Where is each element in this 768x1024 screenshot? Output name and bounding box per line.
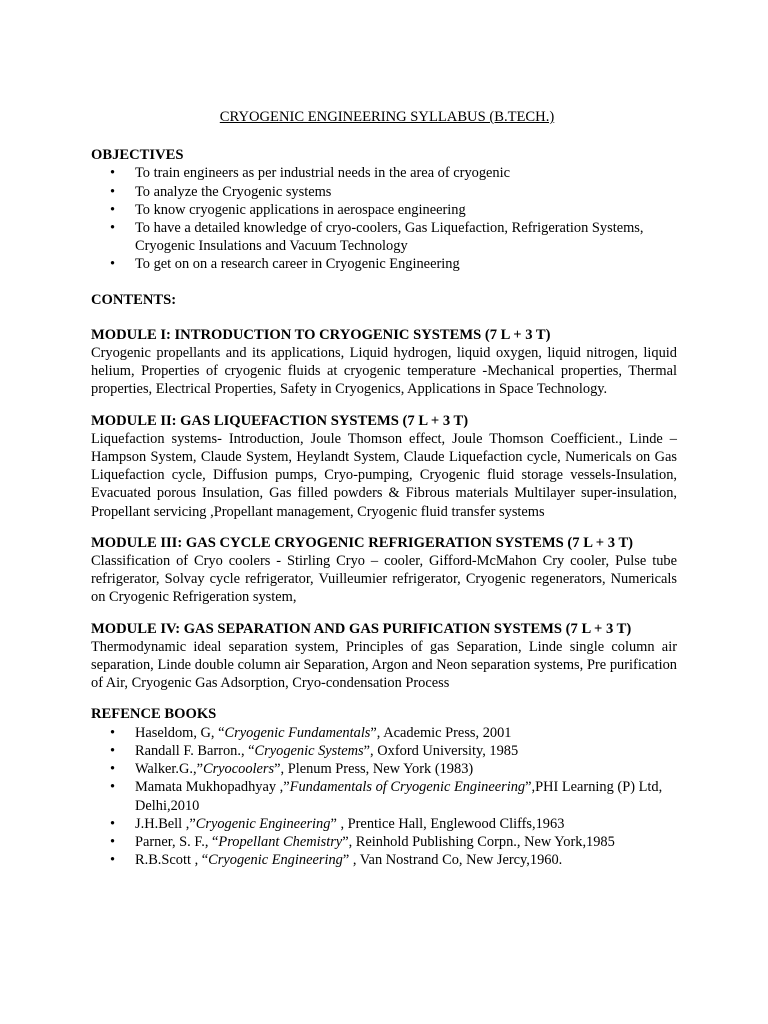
reference-item	[135, 742, 677, 760]
reference-book-title: Cryogenic Engineering	[208, 852, 343, 869]
reference-suffix: ”, Plenum Press, New York (1983)	[274, 761, 474, 778]
module-4-body: Thermodynamic ideal separation system, Principles of gas Separation, Linde single column air separation, Linde double column air Separation, Argon and Neon separation systems, Pre purification of Air, Cryogenic Gas Adsorption, Cryo-condensation Process	[91, 638, 677, 692]
reference-item	[135, 760, 677, 778]
reference-item	[135, 815, 677, 833]
document-title: CRYOGENIC ENGINEERING SYLLABUS (B.TECH.)	[219, 109, 555, 125]
objective-item: • To have a detailed knowledge of cryo-coolers, Gas Liquefaction, Refrigeration Systems, Cryogenic Insulations and Vacuum Technology	[135, 219, 677, 255]
reference-prefix: R.B.Scott , “	[135, 852, 209, 869]
module-2-heading: MODULE II: GAS LIQUEFACTION SYSTEMS (7 L + 3 T)	[91, 412, 469, 429]
module-1-heading: MODULE I: INTRODUCTION TO CRYOGENIC SYSTEMS (7 L + 3 T)	[91, 326, 551, 343]
reference-prefix: J.H.Bell ,”	[135, 815, 196, 832]
objective-item: • To train engineers as per industrial needs in the area of cryogenic	[135, 164, 677, 182]
reference-prefix: Mamata Mukhopadhyay ,”	[135, 779, 290, 796]
module-2-body: Liquefaction systems- Introduction, Joule Thomson effect, Joule Thomson Coefficient., Linde – Hampson System, Claude System, Heylandt System, Claude Liquefaction cycle, Numericals on Gas Liquefaction cycle, Diffusion pumps, Cryo-pumping, Cryogenic fluid storage vessels-Insulation, Evacuated porous Insulation, Gas filled powders & Fibrous materials Multilayer super-insulation, Propellant servicing ,Propellant management, Cryogenic fluid transfer systems	[91, 430, 677, 520]
reference-prefix: Walker.G.,”	[135, 761, 203, 778]
reference-book-title: Cryocoolers	[202, 761, 275, 778]
objectives-list	[91, 164, 677, 273]
objective-item: • To get on on a research career in Cryogenic Engineering	[135, 255, 677, 273]
reference-book-title: Fundamentals of Cryogenic Engineering	[289, 779, 526, 796]
module-1-body: Cryogenic propellants and its applications, Liquid hydrogen, liquid oxygen, liquid nitrogen, liquid helium, Properties of cryogenic fluids at cryogenic temperature -Mechanical properties, Thermal properties, Electrical Properties, Safety in Cryogenics, Applications in Space Technology.	[91, 345, 677, 398]
reference-item	[135, 778, 677, 814]
reference-prefix: Parner, S. F., “	[135, 833, 219, 850]
reference-item	[135, 724, 677, 742]
objectives-heading: OBJECTIVES	[91, 147, 184, 164]
references-heading: REFENCE BOOKS	[91, 706, 217, 723]
reference-suffix: ”,PHI Learning (P) Ltd, Delhi,2010	[135, 779, 663, 814]
module-3-heading: MODULE III: GAS CYCLE CRYOGENIC REFRIGERATION SYSTEMS (7 L + 3 T)	[91, 534, 634, 551]
references-list	[91, 724, 677, 870]
reference-book-title: Cryogenic Engineering	[195, 815, 331, 832]
reference-book-title: Cryogenic Systems	[254, 742, 364, 759]
objective-item: • To analyze the Cryogenic systems	[135, 183, 677, 201]
reference-suffix: ”, Reinhold Publishing Corpn., New York,1985	[342, 833, 615, 850]
reference-book-title: Cryogenic Fundamentals	[224, 724, 371, 741]
reference-item	[135, 851, 677, 869]
reference-suffix: ” , Prentice Hall, Englewood Cliffs,1963	[330, 815, 565, 832]
objective-item: • To know cryogenic applications in aerospace engineering	[135, 201, 677, 219]
contents-heading: CONTENTS:	[91, 291, 177, 308]
module-3-body: Classification of Cryo coolers - Stirling Cryo – cooler, Gifford-McMahon Cry cooler, Pulse tube refrigerator, Solvay cycle refrigerator, Vuilleumier refrigerator, Cryogenic regenerators, Numericals on Cryogenic Refrigeration system,	[91, 553, 677, 606]
module-4-heading: MODULE IV: GAS SEPARATION AND GAS PURIFICATION SYSTEMS (7 L + 3 T)	[91, 620, 632, 637]
syllabus-page	[91, 108, 677, 869]
reference-prefix: Randall F. Barron., “	[135, 742, 255, 759]
reference-suffix: ”, Oxford University, 1985	[363, 742, 519, 759]
reference-prefix: Haseldom, G, “	[135, 724, 225, 741]
reference-suffix: ” , Van Nostrand Co, New Jercy,1960.	[342, 852, 563, 869]
reference-suffix: ”, Academic Press, 2001	[370, 724, 512, 741]
reference-item	[135, 833, 677, 851]
reference-book-title: Propellant Chemistry	[218, 833, 343, 850]
